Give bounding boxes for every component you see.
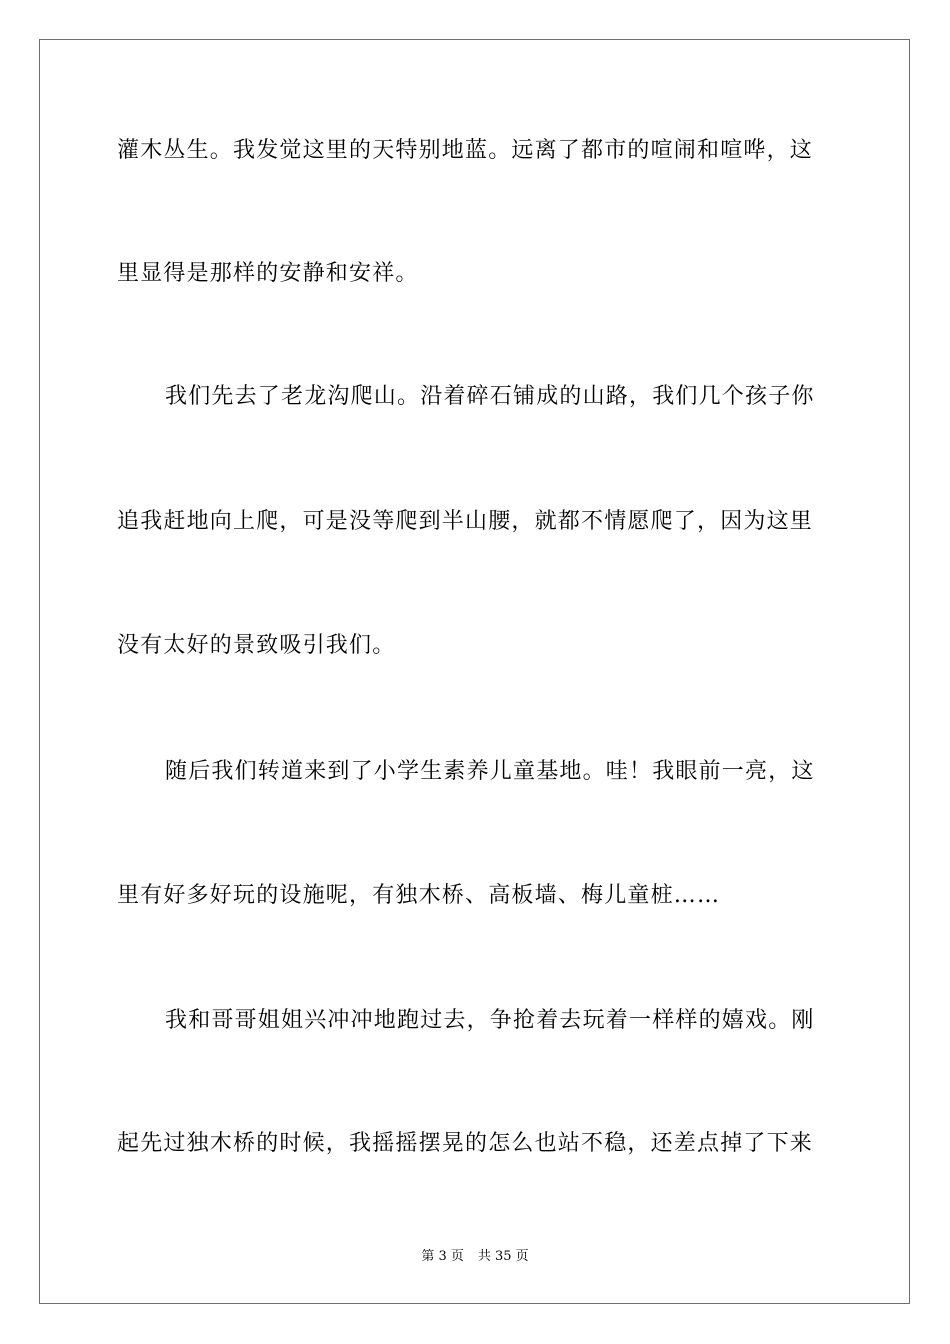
text-line: 追我赶地向上爬，可是没等爬到半山腰，就都不情愿爬了，因为这里 (117, 509, 814, 534)
page-number: 第 3 页 (421, 1249, 464, 1264)
paragraph-start-line: 我们先去了老龙沟爬山。沿着碎石铺成的山路，我们几个孩子你 (165, 384, 815, 409)
paragraph-start-line: 随后我们转道来到了小学生素养儿童基地。哇！我眼前一亮，这 (165, 759, 815, 784)
text-line: 里显得是那样的安静和安祥。 (117, 261, 419, 286)
total-pages: 共 35 页 (477, 1249, 529, 1264)
page-border (39, 39, 910, 1304)
text-line: 里有好多好玩的设施呢，有独木桥、高板墙、梅儿童桩…… (117, 883, 721, 908)
page-footer (0, 1248, 950, 1266)
text-line: 没有太好的景致吸引我们。 (117, 633, 396, 658)
text-line: 灌木丛生。我发觉这里的天特别地蓝。远离了都市的喧闹和喧哗，这 (117, 138, 814, 163)
text-line: 起先过独木桥的时候，我摇摇摆晃的怎么也站不稳，还差点掉了下来 (117, 1131, 814, 1156)
paragraph-start-line: 我和哥哥姐姐兴冲冲地跑过去，争抢着去玩着一样样的嬉戏。刚 (165, 1008, 815, 1033)
